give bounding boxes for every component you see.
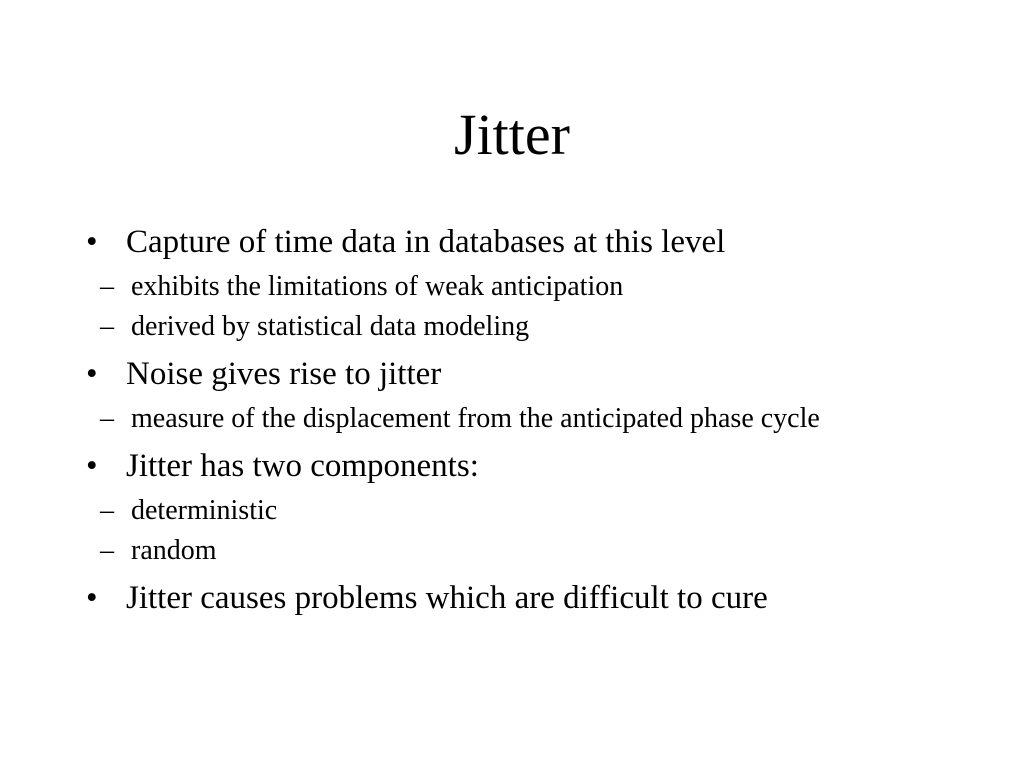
sub-bullet-text: derived by statistical data modeling <box>131 311 530 342</box>
bullet-list <box>86 218 946 626</box>
bullet-glyph: • <box>86 448 98 484</box>
sub-bullet-text: measure of the displacement from the anticipated phase cycle <box>131 403 820 434</box>
sub-bullet-list <box>86 494 946 568</box>
sub-bullet-glyph: – <box>100 495 114 526</box>
sub-bullet-item <box>86 534 946 568</box>
sub-bullet-text: deterministic <box>131 495 278 526</box>
bullet-item <box>86 442 946 490</box>
slide-title: Jitter <box>454 102 570 167</box>
sub-bullet-glyph: – <box>100 311 114 342</box>
sub-bullet-text: random <box>131 535 217 566</box>
bullet-glyph: • <box>86 224 98 260</box>
bullet-item <box>86 218 946 266</box>
bullet-text: Jitter has two components: <box>126 448 479 484</box>
bullet-text: Jitter causes problems which are difficult to cure <box>126 580 768 616</box>
bullet-text: Noise gives rise to jitter <box>126 356 442 392</box>
sub-bullet-list <box>86 402 946 436</box>
bullet-item <box>86 350 946 398</box>
sub-bullet-text: exhibits the limitations of weak anticipation <box>131 271 624 302</box>
sub-bullet-item <box>86 310 946 344</box>
sub-bullet-glyph: – <box>100 403 114 434</box>
sub-bullet-glyph: – <box>100 271 114 302</box>
bullet-glyph: • <box>86 580 98 616</box>
sub-bullet-list <box>86 270 946 344</box>
bullet-glyph: • <box>86 356 98 392</box>
sub-bullet-item <box>86 270 946 304</box>
bullet-text: Capture of time data in databases at this level <box>126 224 726 260</box>
sub-bullet-item <box>86 402 946 436</box>
sub-bullet-glyph: – <box>100 535 114 566</box>
sub-bullet-item <box>86 494 946 528</box>
bullet-item <box>86 574 946 622</box>
